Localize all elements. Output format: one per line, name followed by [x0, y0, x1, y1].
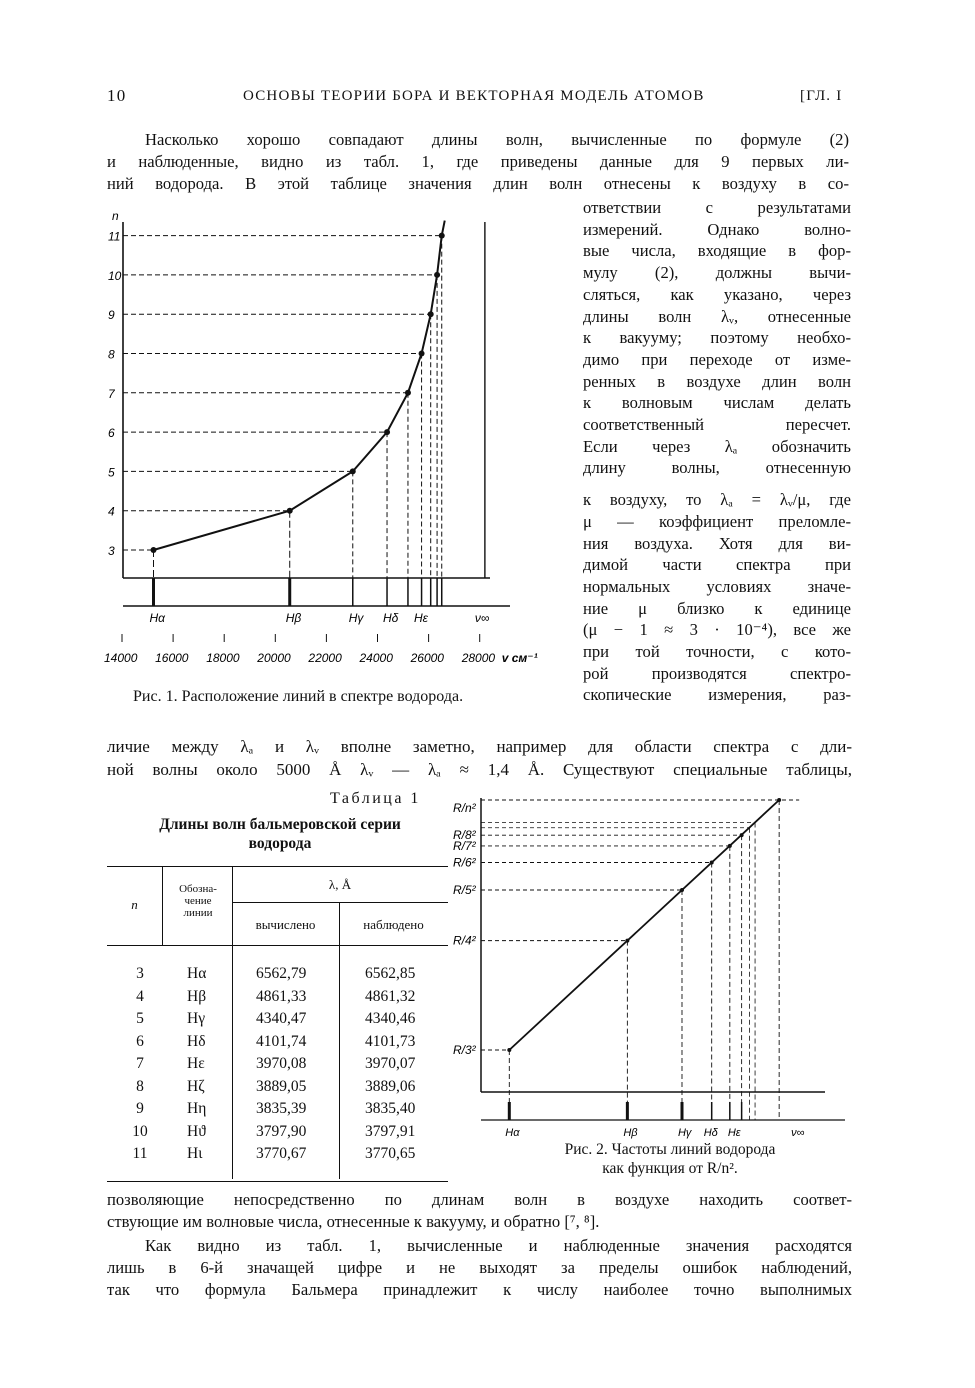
- fig2-y-tick-label: R/6²: [453, 855, 476, 870]
- fig1-y-tick: 3: [108, 544, 115, 558]
- table-cell-obs: 3970,07: [365, 1055, 416, 1072]
- fig2-line: [509, 800, 779, 1050]
- table-cell-n: 5: [136, 1010, 144, 1027]
- fig1-caption: Рис. 1. Расположение линий в спектре водорода.: [133, 688, 464, 705]
- table-cell-calc: 4340,47: [256, 1010, 307, 1027]
- table-cell-line: Hε: [187, 1055, 205, 1072]
- table-cell-line: Hγ: [187, 1010, 206, 1027]
- side-text-line: мулу (2), должны вычи-: [583, 263, 851, 283]
- fig1-line-label: Hα: [149, 611, 166, 625]
- fig1-curve: [154, 221, 445, 550]
- table-1: [107, 866, 448, 1182]
- table-cell-obs: 6562,85: [365, 965, 416, 982]
- fig1-x-tick-label: 28000: [461, 651, 496, 665]
- fig1-point: [287, 508, 293, 514]
- page-number: 10: [107, 86, 127, 105]
- side-text-line: сляться, как указано, через: [583, 284, 851, 304]
- fig1-point: [419, 351, 425, 357]
- side-text-line: к вакууму; поэтому необхо-: [583, 328, 851, 348]
- fig2-plot: [453, 798, 845, 1140]
- intro-line: Насколько хорошо совпадают длины волн, вычисленные по формуле (2): [145, 130, 849, 149]
- mid-line: личие между λₐ и λᵥ вполне заметно, например для области спектра с дли-: [107, 737, 852, 756]
- fig1-point: [434, 272, 440, 278]
- side-text-line: нормальных условиях значе-: [583, 576, 851, 596]
- mid-line: ной волны около 5000 Å λᵥ — λₐ ≈ 1,4 Å. Существуют специальные таблицы,: [107, 760, 852, 779]
- bottom-line: Как видно из табл. 1, вычисленные и наблюденные значения расходятся: [145, 1236, 852, 1255]
- fig1-line-label: Hε: [413, 611, 428, 625]
- fig2-point: [740, 833, 744, 837]
- fig2-line-label: Hβ: [623, 1127, 638, 1139]
- table-cell-n: 10: [132, 1122, 148, 1140]
- fig1-y-tick: 8: [108, 347, 115, 362]
- side-text-line: соответственный пересчет.: [583, 415, 851, 434]
- fig1-y-tick: 4: [108, 504, 115, 519]
- side-text-line: Если через λₐ обозначить: [583, 436, 851, 456]
- fig2-y-tick-label: R/5²: [453, 882, 476, 897]
- figure-2: [445, 790, 865, 1140]
- table-cell-calc: 3889,05: [256, 1077, 307, 1095]
- fig2-line-label: ν∞: [791, 1127, 805, 1139]
- col-n-header: n: [131, 897, 138, 912]
- side-text-line: измерений. Однако волно-: [583, 219, 851, 239]
- table-cell-obs: 3770,65: [365, 1145, 416, 1162]
- fig1-y-tick: 7: [108, 386, 115, 401]
- table-cell-line: Hα: [187, 965, 207, 982]
- fig2-line-label: Hγ: [677, 1127, 692, 1139]
- table-cell-n: 8: [136, 1077, 144, 1095]
- fig1-x-tick-label: 24000: [359, 651, 393, 665]
- fig2-y-tick-label: R/4²: [453, 933, 476, 948]
- side-text-line: рой производятся спектро-: [583, 663, 851, 683]
- table-cell-obs: 3797,91: [365, 1122, 416, 1140]
- fig1-line-label: Hδ: [383, 611, 399, 625]
- col-obs-header: наблюдено: [363, 917, 424, 932]
- fig1-point: [428, 311, 434, 317]
- col-calc-header: вычислено: [255, 917, 316, 932]
- fig1-x-tick-label: 14000: [104, 651, 138, 665]
- running-title: ОСНОВЫ ТЕОРИИ БОРА И ВЕКТОРНАЯ МОДЕЛЬ АТОМОВ: [243, 88, 705, 104]
- side-text-line: длину волны, отнесенную: [583, 458, 851, 478]
- fig1-x-tick-label: 22000: [308, 651, 342, 665]
- side-text-line: ответствии с результатами: [583, 198, 851, 217]
- bottom-line: лишь в 6-й значащей цифре и не выходят за пределы ошибок наблюдений,: [107, 1258, 852, 1277]
- side-text-line: длины волн λᵥ, отнесенные: [583, 306, 851, 326]
- fig1-point: [439, 233, 445, 239]
- fig2-caption: Рис. 2. Частоты линий водорода как функция от R/n².: [564, 1141, 776, 1177]
- side-text-line: μ — коэффициент преломле-: [583, 511, 851, 531]
- fig1-y-tick: 9: [108, 308, 115, 323]
- table-cell-obs: 3835,40: [365, 1100, 416, 1117]
- table-cell-calc: 3770,67: [256, 1145, 307, 1162]
- fig1-x-tick-label: 18000: [206, 651, 240, 665]
- fig1-line-label: ν∞: [474, 611, 490, 625]
- fig1-point: [151, 547, 157, 553]
- fig1-y-tick: 10: [108, 268, 122, 283]
- table-cell-calc: 3970,08: [256, 1055, 307, 1072]
- side-text-line: ренных в воздухе длин волн: [583, 371, 851, 391]
- table-cell-line: Hϑ: [187, 1122, 206, 1140]
- fig2-line-label: Hα: [505, 1127, 520, 1139]
- fig1-x-tick-label: 26000: [410, 651, 444, 665]
- table-cell-calc: 6562,79: [256, 965, 307, 982]
- fig2-y-tick-label: R/3²: [453, 1043, 476, 1057]
- intro-line: ний водорода. В этой таблице значения длин волн отнесены к воздуху в со-: [107, 174, 849, 193]
- table-cell-calc: 3835,39: [256, 1100, 307, 1117]
- table-cell-obs: 4340,46: [365, 1010, 416, 1027]
- chapter-label: [ГЛ. I: [800, 88, 843, 104]
- side-text-line: (μ − 1 ≈ 3 · 10⁻⁴), все же: [583, 620, 851, 640]
- bottom-line: так что формула Бальмера принадлежит к числу наиболее точно выполнимых: [107, 1280, 852, 1299]
- fig2-point: [710, 860, 714, 864]
- bottom-line: ствующие им волновые числа, отнесенные к вакууму, и обратно [⁷, ⁸].: [107, 1212, 600, 1231]
- fig1-x-tick-label: 20000: [257, 651, 291, 665]
- table-cell-n: 4: [136, 987, 144, 1005]
- fig1-y-tick: 5: [108, 465, 115, 480]
- fig1-plot: [104, 221, 538, 665]
- fig2-point: [625, 939, 629, 943]
- bottom-line: позволяющие непосредственно по длинам волн в воздухе находить соответ-: [107, 1190, 852, 1209]
- table-cell-calc: 4861,33: [256, 987, 307, 1005]
- side-text-line: ния воздуха. Хотя для ви-: [583, 533, 851, 553]
- fig2-line-label: Hδ: [703, 1127, 718, 1139]
- table-title: Длины волн бальмеровской серии водорода: [159, 816, 401, 852]
- table-cell-calc: 4101,74: [256, 1032, 307, 1050]
- col-lambda-header: λ, Å: [328, 877, 352, 892]
- col-designation-header: Обозна- чение линии: [179, 883, 217, 919]
- table-cell-calc: 3797,90: [256, 1122, 307, 1140]
- fig1-point: [384, 429, 390, 435]
- fig2-line-label: Hε: [727, 1127, 741, 1139]
- table-cell-line: Hβ: [187, 987, 207, 1005]
- table-cell-obs: 3889,06: [365, 1077, 416, 1095]
- fig1-ylabel: n: [112, 210, 119, 223]
- fig2-y-tick-label: R/n²: [453, 801, 476, 815]
- fig1-point: [350, 468, 356, 474]
- intro-line: и наблюденные, видно из табл. 1, где приведены данные для 9 первых ли-: [107, 152, 849, 171]
- table-cell-line: Hδ: [187, 1032, 206, 1050]
- fig2-point: [728, 844, 732, 848]
- table-cell-n: 9: [136, 1100, 144, 1117]
- side-text-line: скопические измерения, раз-: [583, 685, 851, 705]
- fig2-point: [680, 888, 684, 892]
- table-cell-n: 6: [136, 1032, 144, 1050]
- side-text-line: димой части спектра при: [583, 555, 851, 575]
- fig1-line-label: Hβ: [285, 611, 302, 625]
- side-text-line: вые числа, входящие в фор-: [583, 241, 851, 261]
- table-cell-line: Hη: [187, 1100, 207, 1117]
- table-cell-n: 11: [132, 1145, 148, 1162]
- table-cell-line: Hζ: [187, 1077, 205, 1095]
- table-cell-n: 3: [136, 965, 144, 982]
- fig1-x-unit: v см⁻¹: [501, 651, 538, 665]
- table-label: Таблица 1: [330, 790, 421, 807]
- table-cell-obs: 4101,73: [365, 1032, 416, 1050]
- table-cell-n: 7: [136, 1055, 144, 1072]
- fig2-point: [507, 1048, 511, 1052]
- side-text-line: к волновым числам делать: [583, 393, 851, 413]
- side-text-line: при той точности, с кото-: [583, 642, 851, 661]
- fig1-x-tick-label: 16000: [155, 651, 189, 665]
- side-text-line: димо при переходе от изме-: [583, 349, 851, 369]
- fig1-line-label: Hγ: [348, 611, 364, 625]
- table-cell-obs: 4861,32: [365, 987, 416, 1005]
- side-text-line: к воздуху, то λₐ = λᵥ/μ, где: [583, 490, 851, 510]
- fig2-y-tick-label: R/8²: [453, 828, 476, 843]
- fig2-y-tick-label: R/7²: [453, 838, 476, 853]
- fig1-y-tick: 11: [108, 229, 121, 244]
- fig1-y-tick: 6: [108, 426, 115, 441]
- figure-1: [100, 210, 570, 690]
- fig1-point: [405, 390, 411, 396]
- side-text-line: ние μ близко к единице: [583, 598, 851, 618]
- table-cell-line: Hι: [187, 1145, 203, 1162]
